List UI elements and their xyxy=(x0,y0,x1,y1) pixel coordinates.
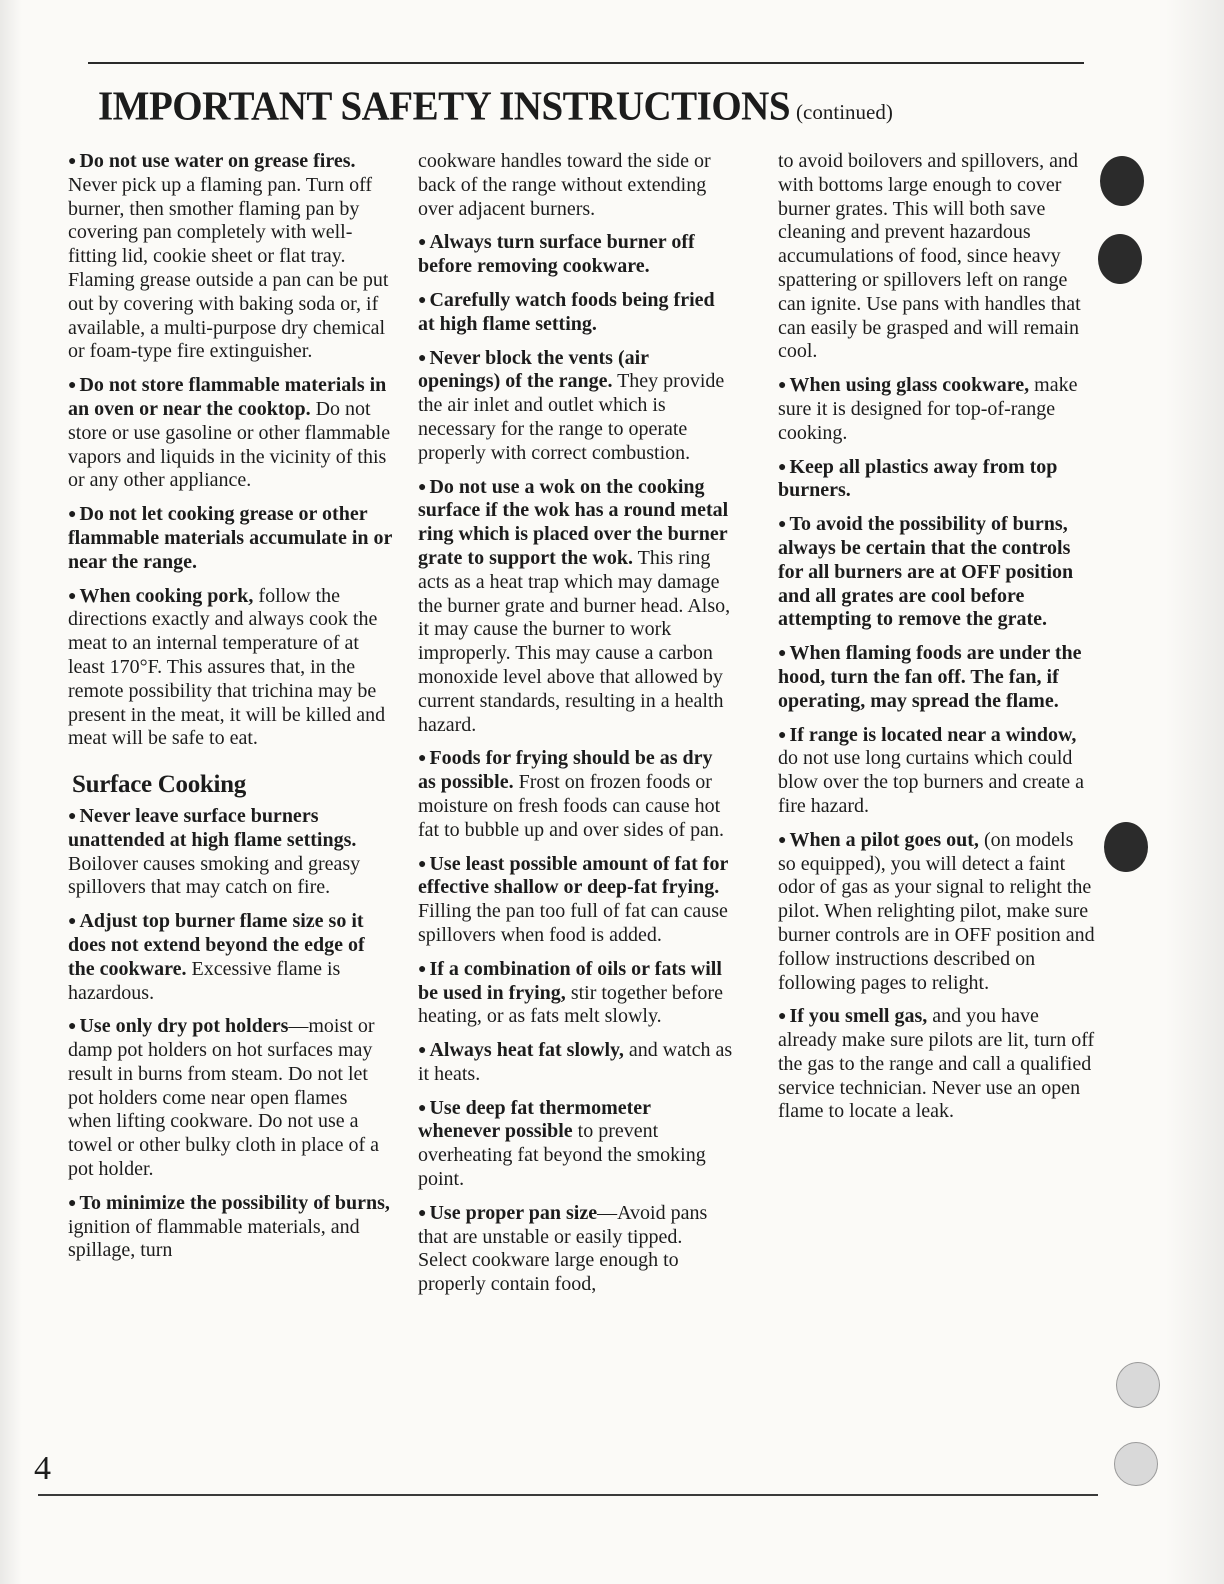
bullet-icon: ● xyxy=(778,459,787,475)
instruction-item xyxy=(68,374,394,493)
instruction-item xyxy=(418,853,734,948)
bullet-icon: ● xyxy=(778,378,787,394)
instruction-text: Do not store or use gasoline or other flammable vapors and liquids in the vicinity of this or any other appliance. xyxy=(68,397,391,492)
instruction-lead: When flaming foods are under the hood, turn the fan off. The fan, if operating, may spread the flame. xyxy=(778,642,1082,712)
continuation-text: to avoid boilovers and spillovers, and with bottoms large enough to cover burner grates. This will both save cleaning and prevent hazardous accumulations of food, since heavy spattering or spillovers left on range can ignite. Use pans with handles that can easily be grasped and will remain cool. xyxy=(778,150,1081,363)
bullet-icon: ● xyxy=(778,646,787,662)
instruction-item xyxy=(68,805,394,900)
instruction-lead: If you smell gas, xyxy=(789,1005,928,1028)
instruction-lead: Foods for frying should be as dry as possible. xyxy=(418,747,713,794)
bullet-icon: ● xyxy=(68,1195,77,1211)
top-rule xyxy=(88,62,1084,64)
bullet-icon: ● xyxy=(418,235,427,251)
heading-title: IMPORTANT SAFETY INSTRUCTIONS xyxy=(98,83,791,130)
instruction-text: Filling the pan too full of fat can cause spillovers when food is added. xyxy=(418,900,728,946)
instruction-lead: Use only dry pot holders xyxy=(79,1015,289,1038)
instruction-item xyxy=(778,1005,1096,1124)
instruction-lead: Always heat fat slowly, xyxy=(429,1039,624,1062)
bullet-icon: ● xyxy=(778,832,787,848)
instruction-item xyxy=(418,1097,734,1192)
bullet-icon: ● xyxy=(68,914,77,930)
punch-hole-icon xyxy=(1114,1442,1158,1486)
instruction-text: This ring acts as a heat trap which may damage the burner grate and burner head. Also, it may cause the burner to work improperly. This may cause a carbon monoxide level above that allowed by current standards, resulting in a health hazard. xyxy=(418,546,731,736)
instruction-item xyxy=(778,456,1096,504)
instruction-item xyxy=(778,642,1096,713)
instruction-item xyxy=(418,747,734,842)
bullet-icon: ● xyxy=(68,1019,77,1035)
page-heading xyxy=(98,84,893,129)
instruction-text: Never pick up a flaming pan. Turn off burner, then smother flaming pan by covering pan completely with well-fitting lid, cookie sheet or flat tray. Flaming grease outside a pan can be put out by covering with baking soda or, if available, a multi-purpose dry chemical or foam-type fire extinguisher. xyxy=(68,173,389,363)
punch-hole-icon xyxy=(1116,1362,1160,1408)
continuation-text: cookware handles toward the side or back of the range without extending over adjacent burners. xyxy=(418,150,711,220)
punch-hole-icon xyxy=(1100,156,1144,206)
instruction-item xyxy=(68,1192,394,1263)
instruction-lead: Keep all plastics away from top burners. xyxy=(778,455,1058,502)
instruction-lead: To minimize the possibility of burns, xyxy=(79,1191,390,1214)
instruction-text: do not use long curtains which could blow over the top burners and create a fire hazard. xyxy=(778,747,1084,817)
instruction-lead: Use proper pan size xyxy=(429,1201,598,1224)
bullet-icon: ● xyxy=(778,1009,787,1025)
bullet-icon: ● xyxy=(68,378,77,394)
bullet-icon: ● xyxy=(418,961,427,977)
instruction-item xyxy=(68,1015,394,1182)
instruction-lead: Use deep fat thermometer whenever possible xyxy=(418,1096,651,1143)
instruction-lead: To avoid the possibility of burns, always be certain that the controls for all burners are at OFF position and all grates are cool before attempting to remove the grate. xyxy=(778,513,1074,631)
instruction-lead: When a pilot goes out, xyxy=(789,828,979,851)
instruction-lead: Adjust top burner flame size so it does not extend beyond the edge of the cookware. xyxy=(68,910,365,980)
instruction-item xyxy=(778,374,1096,445)
instruction-lead: Do not use a wok on the cooking surface if the wok has a round metal ring which is placed over the burner grate to support the wok. xyxy=(418,475,729,569)
bullet-icon: ● xyxy=(68,808,77,824)
instruction-text: to prevent overheating fat beyond the smoking point. xyxy=(418,1120,706,1191)
instruction-text: They provide the air inlet and outlet which is necessary for the range to operate properly with correct combustion. xyxy=(418,370,725,464)
bullet-icon: ● xyxy=(418,1043,427,1059)
punch-hole-icon xyxy=(1104,822,1148,872)
instruction-lead: Do not store flammable materials in an oven or near the cooktop. xyxy=(68,374,387,420)
instruction-text: follow the directions exactly and always cook the meat to an internal temperature of at least 170°F. This assures that, in the remote possibility that trichina may be present in the meat, it will be killed and meat will be safe to eat. xyxy=(68,584,386,750)
bullet-icon: ● xyxy=(778,517,787,533)
instruction-item xyxy=(418,231,734,279)
instruction-item xyxy=(418,1202,734,1297)
instruction-item xyxy=(778,513,1096,632)
instruction-item xyxy=(778,724,1096,819)
bullet-icon: ● xyxy=(418,350,427,366)
bottom-rule xyxy=(38,1494,1098,1496)
instruction-lead: When cooking pork, xyxy=(79,584,254,607)
scan-left-edge xyxy=(0,0,22,1584)
instruction-lead: If a combination of oils or fats will be used in frying, xyxy=(418,957,722,1004)
section-heading-surface-cooking: Surface Cooking xyxy=(72,771,246,799)
scan-right-edge xyxy=(1166,0,1224,1584)
instruction-lead: Never block the vents (air openings) of the range. xyxy=(418,346,649,393)
instruction-text: Excessive flame is hazardous. xyxy=(68,957,341,1004)
bullet-icon: ● xyxy=(68,154,77,169)
bullet-icon: ● xyxy=(418,292,427,308)
punch-hole-icon xyxy=(1098,234,1142,284)
instruction-item xyxy=(68,910,394,1005)
heading-continued: (continued) xyxy=(796,100,893,124)
instruction-text: ignition of flammable materials, and spillage, turn xyxy=(68,1215,360,1262)
instruction-item xyxy=(418,1039,734,1087)
instruction-item xyxy=(778,829,1096,996)
instruction-item xyxy=(68,150,394,364)
instruction-text: stir together before heating, or as fats melt slowly. xyxy=(418,981,723,1028)
instruction-lead: Carefully watch foods being fried at high flame setting. xyxy=(418,288,715,335)
bullet-icon: ● xyxy=(68,507,77,523)
instruction-text: (on models so equipped), you will detect a faint odor of gas as your signal to relight the pilot. When relighting pilot, make sure burner controls are in OFF position and follow instructions described on following pages to relight. xyxy=(778,828,1095,994)
instruction-lead: Do not use water on grease fires. xyxy=(79,150,356,172)
column-3 xyxy=(778,150,1096,1134)
bullet-icon: ● xyxy=(418,1100,427,1116)
instruction-text: and you have already make sure pilots are lit, turn off the gas to the range and call a qualified service technician. Never use an open flame to locate a leak. xyxy=(778,1005,1095,1123)
instruction-item xyxy=(418,958,734,1029)
instruction-item xyxy=(68,585,394,752)
instruction-item xyxy=(68,503,394,574)
instruction-text: and watch as it heats. xyxy=(418,1039,733,1085)
bullet-icon: ● xyxy=(418,1205,427,1221)
instruction-text: —Avoid pans that are unstable or easily tipped. Select cookware large enough to properly contain food, xyxy=(418,1201,708,1296)
instruction-text: —moist or damp pot holders on hot surfaces may result in burns from steam. Do not let pot holders come near open flames when lifting cookware. Do not use a towel or other bulky cloth in place of a pot holder. xyxy=(68,1015,380,1181)
column-1 xyxy=(68,150,394,1273)
bullet-icon: ● xyxy=(778,727,787,743)
bullet-icon: ● xyxy=(68,588,77,604)
instruction-lead: Do not let cooking grease or other flammable materials accumulate in or near the range. xyxy=(68,503,393,573)
instruction-lead: Use least possible amount of fat for effective shallow or deep-fat frying. xyxy=(418,852,728,899)
instruction-item xyxy=(418,476,734,738)
instruction-text: Boilover causes smoking and greasy spillovers that may catch on fire. xyxy=(68,852,361,899)
instruction-item xyxy=(418,289,734,337)
instruction-text: Frost on frozen foods or moisture on fresh foods can cause hot fat to bubble up and over sides of pan. xyxy=(418,771,725,841)
instruction-text: make sure it is designed for top-of-range cooking. xyxy=(778,374,1078,444)
column-2 xyxy=(418,150,734,1307)
bullet-icon: ● xyxy=(418,856,427,872)
bullet-icon: ● xyxy=(418,479,427,495)
instruction-lead: Never leave surface burners unattended at high flame settings. xyxy=(68,804,357,851)
page-number: 4 xyxy=(34,1450,51,1487)
instruction-lead: Always turn surface burner off before removing cookware. xyxy=(418,231,695,278)
instruction-lead: When using glass cookware, xyxy=(789,374,1030,397)
instruction-lead: If range is located near a window, xyxy=(789,723,1077,746)
instruction-item xyxy=(418,347,734,466)
bullet-icon: ● xyxy=(418,751,427,767)
